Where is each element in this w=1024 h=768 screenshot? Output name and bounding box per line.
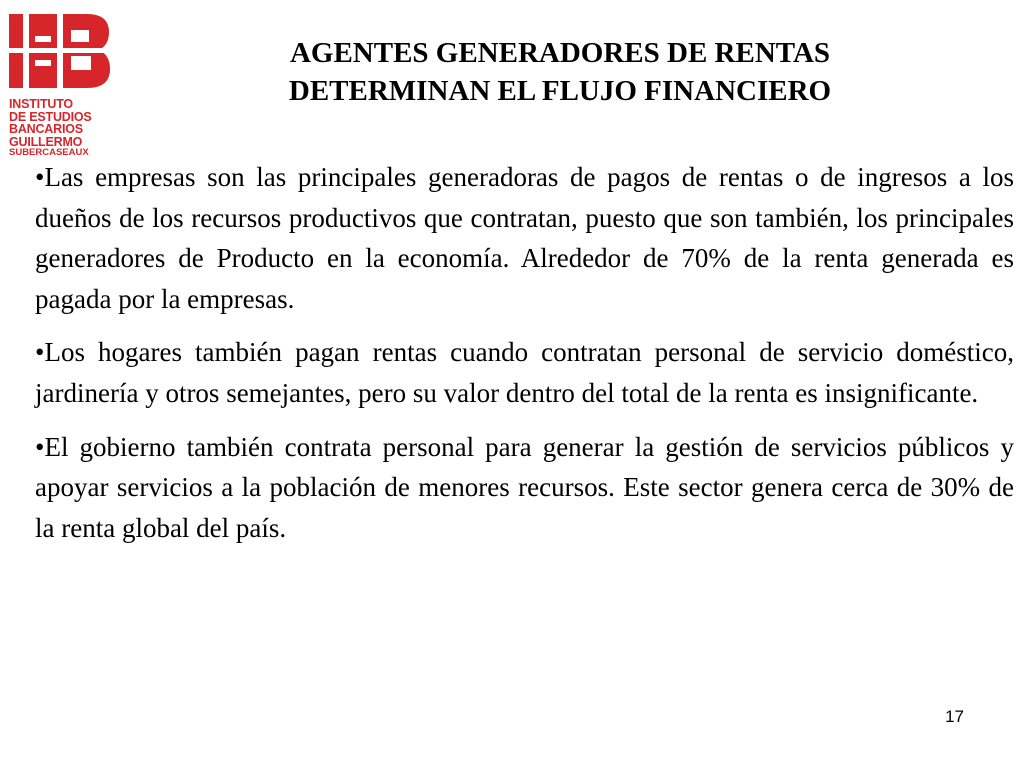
- page-number: 17: [945, 707, 964, 726]
- logo-line: SUBERCASEAUX: [9, 147, 89, 158]
- title-line-2: DETERMINAN EL FLUJO FINANCIERO: [288, 75, 832, 107]
- ieb-logo-icon: [9, 12, 111, 92]
- slide-body: [35, 157, 1014, 561]
- logo-line: GUILLERMO: [9, 134, 83, 149]
- logo-text: [9, 98, 111, 158]
- institution-logo: [9, 12, 111, 162]
- logo-line: DE ESTUDIOS: [9, 109, 92, 124]
- logo-line: BANCARIOS: [9, 122, 83, 136]
- slide-title: [190, 34, 930, 110]
- logo-line: INSTITUTO: [9, 97, 73, 111]
- title-line-1: AGENTES GENERADORES DE RENTAS: [289, 37, 831, 69]
- bullet-paragraph: •Las empresas son las principales generadoras de pagos de rentas o de ingresos a los dueños de los recursos productivos que contratan, puesto que son también, los principales generadores de Producto en la economía. Alrededor de 70% de la renta generada es pagada por la empresas.: [35, 162, 1014, 314]
- bullet-paragraph: •Los hogares también pagan rentas cuando contratan personal de servicio doméstico, jardinería y otros semejantes, pero su valor dentro del total de la renta es insignificante.: [35, 337, 1014, 408]
- bullet-paragraph: •El gobierno también contrata personal para generar la gestión de servicios públicos y apoyar servicios a la población de menores recursos. Este sector genera cerca de 30% de la renta global del país.: [35, 431, 1014, 543]
